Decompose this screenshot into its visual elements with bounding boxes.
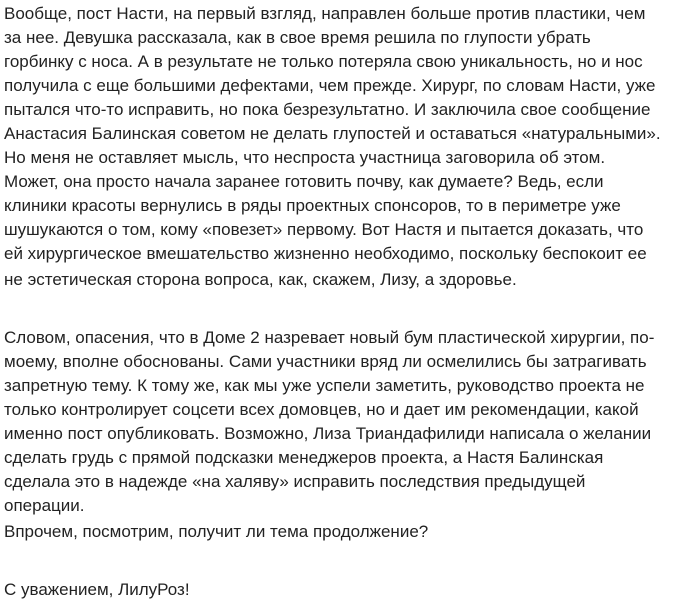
- text-line: Но меня не оставляет мысль, что неспроста участница заговорила об этом.: [4, 148, 606, 167]
- text-line: операции.: [4, 496, 85, 515]
- text-line: горбинку с носа. А в результате не только потеряла свою уникальность, но и нос: [4, 52, 643, 71]
- text-line: Анастасия Балинская советом не делать глупостей и оставаться «натуральными».: [4, 124, 661, 143]
- text-line: сделала это в надежде «на халяву» исправить последствия предыдущей: [4, 472, 586, 491]
- text-line: за нее. Девушка рассказала, как в свое время решила по глупости убрать: [4, 28, 591, 47]
- text-line: запретную тему. К тому же, как мы уже успели заметить, руководство проекта не: [4, 376, 645, 395]
- text-line: получила с еще большими дефектами, чем прежде. Хирург, по словам Насти, уже: [4, 76, 656, 95]
- text-line: ей хирургическое вмешательство жизненно необходимо, поскольку беспокоит ее: [4, 244, 647, 263]
- text-line: не эстетическая сторона вопроса, как, скажем, Лизу, а здоровье.: [4, 270, 517, 289]
- text-line: сделать грудь с прямой подсказки менеджеров проекта, а Настя Балинская: [4, 448, 604, 467]
- text-line: Впрочем, посмотрим, получит ли тема продолжение?: [4, 522, 429, 541]
- text-line: пытался что-то исправить, но пока безрезультатно. И заключила свое сообщение: [4, 100, 651, 119]
- text-line: Может, она просто начала заранее готовить почву, как думаете? Ведь, если: [4, 172, 604, 191]
- text-line: моему, вполне обоснованы. Сами участники вряд ли осмелились бы затрагивать: [4, 352, 647, 371]
- text-line: шушукаются о том, кому «повезет» первому. Вот Настя и пытается доказать, что: [4, 220, 644, 239]
- text-line: только контролирует соцсети всех домовцев, но и дает им рекомендации, какой: [4, 400, 639, 419]
- signature: С уважением, ЛилуРоз!: [4, 580, 190, 599]
- text-line: именно пост опубликовать. Возможно, Лиза Триандафилиди написала о желании: [4, 424, 652, 443]
- text-line: Словом, опасения, что в Доме 2 назревает новый бум пластической хирургии, по-: [4, 328, 655, 347]
- text-line: клиники красоты вернулись в ряды проектных спонсоров, то в периметре уже: [4, 196, 621, 215]
- text-line: Вообще, пост Насти, на первый взгляд, направлен больше против пластики, чем: [4, 4, 646, 23]
